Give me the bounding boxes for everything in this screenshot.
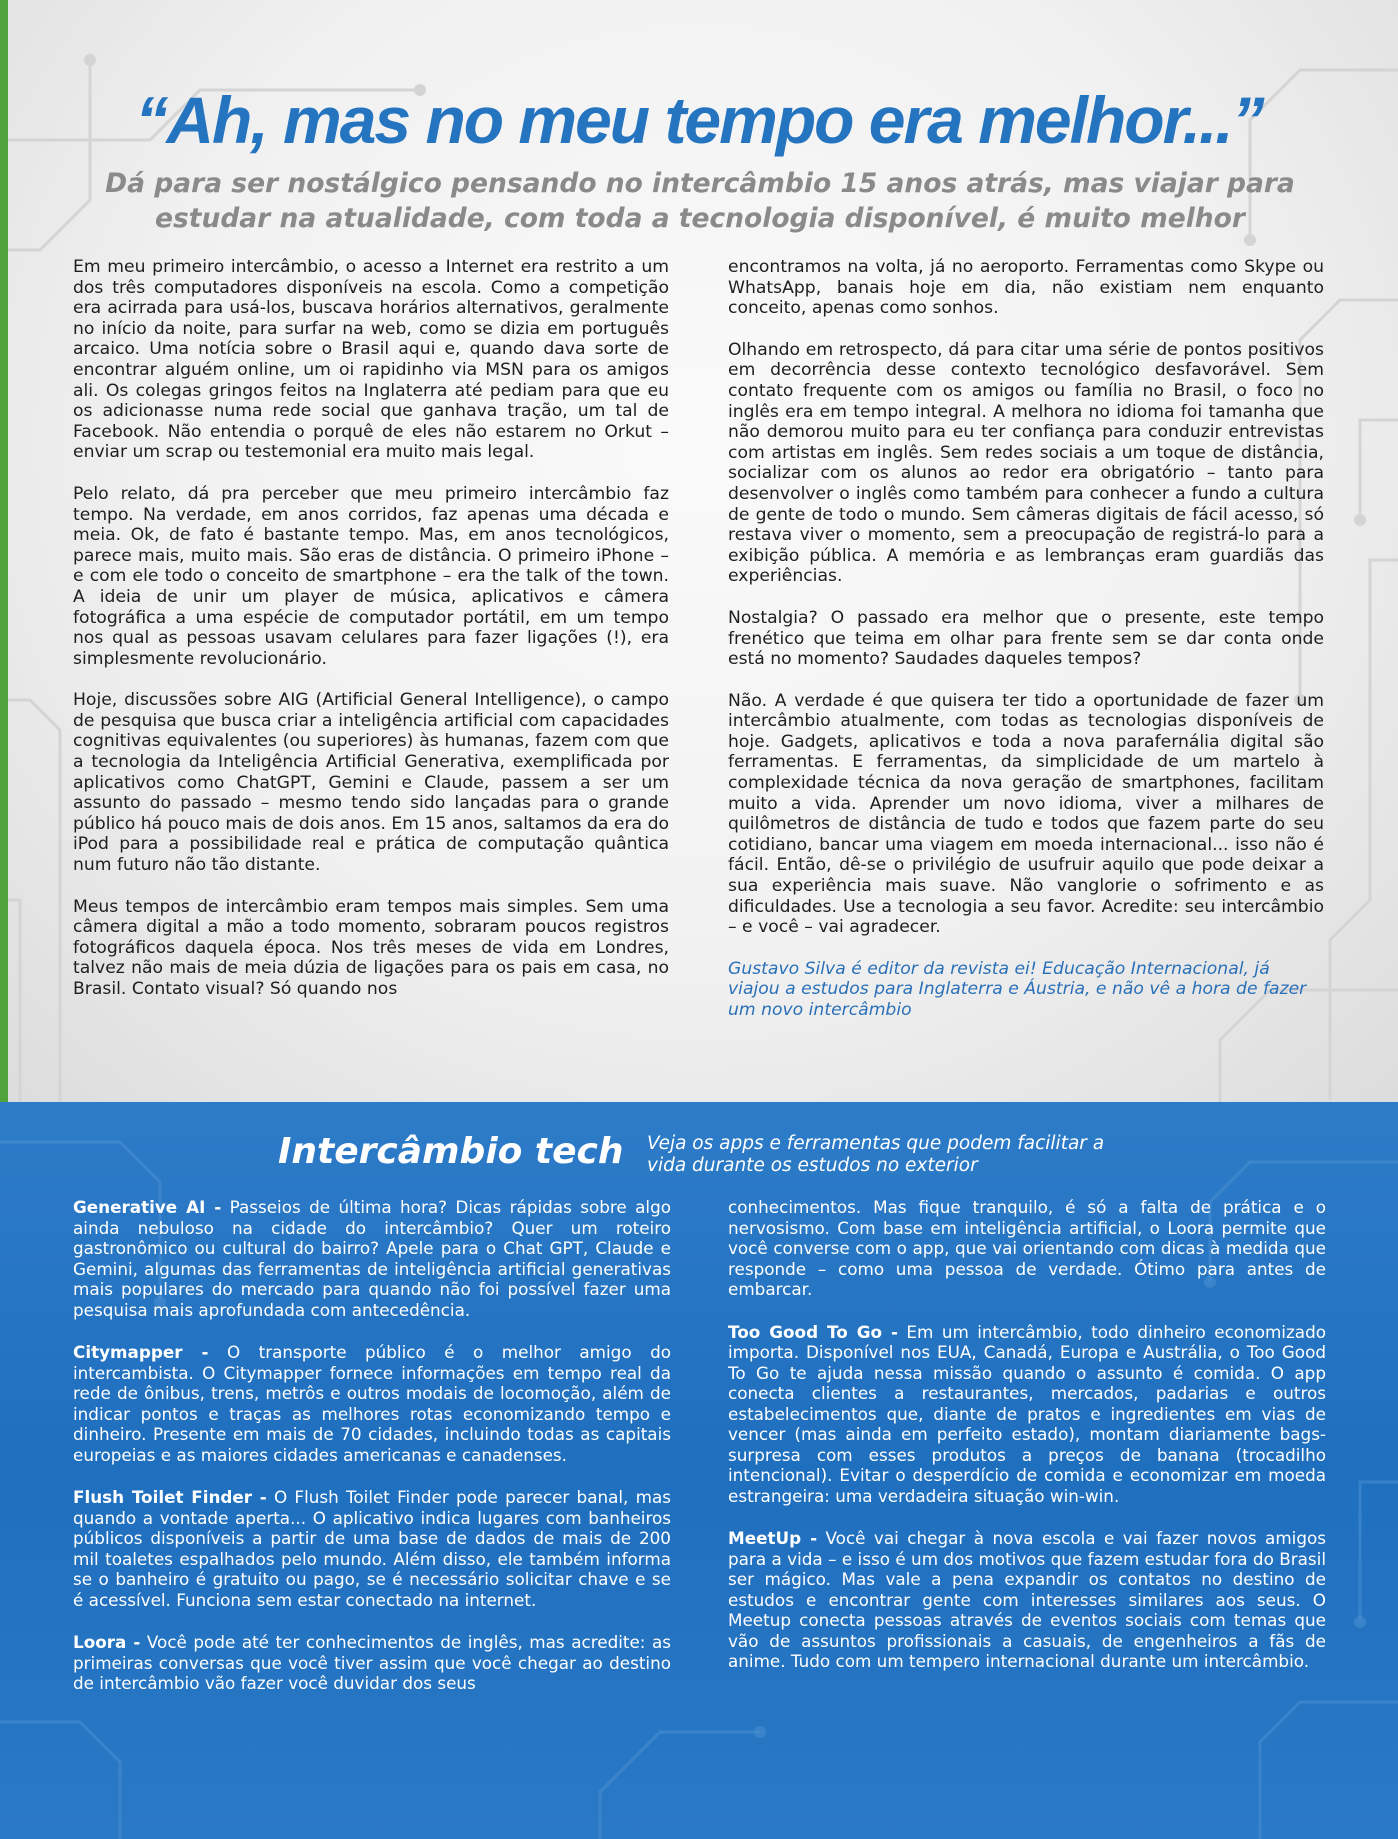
tech-column-right: [728, 1197, 1326, 1694]
tech-item: [73, 1632, 671, 1694]
tech-item: [73, 1487, 671, 1610]
article-paragraph: Em meu primeiro intercâmbio, o acesso a Internet era restrito a um dos três computadores disponíveis na escola. Como a competição era acirrada para usá-los, buscava horários alternativos, geralmente no início da noite, para surfar na web, como se dizia em português arcaico. Uma notícia sobre o Brasil aqui e, quando dava sorte de encontrar alguém online, um oi rapidinho via MSN para os amigos ali. Os colegas gringos feitos na Inglaterra até pediam para que eu os adicionasse numa rede social que ganhava tração, um tal de Facebook. Não entendia o porquê de eles não estarem no Orkut – enviar um scrap ou testemonial era muito mais legal.: [73, 257, 669, 463]
tech-item-name: Too Good To Go -: [728, 1321, 898, 1342]
article-subheadline: Dá para ser nostálgico pensando no intercâmbio 15 anos atrás, mas viajar para estudar na atualidade, com toda a tecnologia disponível, é muito melhor: [105, 168, 1295, 234]
article-paragraph: Não. A verdade é que quisera ter tido a oportunidade de fazer um intercâmbio atualmente, com todas as tecnologias disponíveis de hoje. Gadgets, aplicativos e toda a nova parafernália digital são ferramentas. E ferramentas, da simplicidade de um martelo à complexidade técnica da nova geração de smartphones, facilitam muito a vida. Aprender um novo idioma, viver a milhares de quilômetros de distância de tudo e todos que fazem parte do seu cotidiano, bancar uma viagem em moeda internacional... isso não é fácil. Então, dê-se o privilégio de usufruir aquilo que pode deixar a sua experiência mais suave. Não vanglorie o sofrimento e as dificuldades. Use a tecnologia a seu favor. Acredite: seu intercâmbio – e você – vai agradecer.: [728, 690, 1324, 938]
green-page-edge: [0, 0, 8, 1102]
tech-section-subtitle: Veja os apps e ferramentas que podem facilitar a vida durante os estudos no exterior: [647, 1133, 1105, 1176]
tech-item-text: Em um intercâmbio, todo dinheiro economizado importa. Disponível nos EUA, Canadá, Europa e Austrália, o Too Good To Go te ajuda nessa missão quando o assunto é comida. O app conecta clientes a restaurantes, mercados, padarias e outros estabelecimentos que, diante de pratos e ingredientes em vias de vencer (mas ainda em perfeito estado), montam diariamente bags-surpresa com esses produtos a preços de banana (trocadilho intencional). Evitar o desperdício de comida e economizar em moeda estrangeira: uma verdadeira situação win-win.: [728, 1321, 1326, 1506]
tech-item: [73, 1342, 671, 1465]
tech-item-text: Você vai chegar à nova escola e vai fazer novos amigos para a vida – e isso é um dos motivos que fazem estudar fora do Brasil ser mágico. Mas vale a pena expandir os contatos no destino de estudos e encontrar gente com interesses similares aos seus. O Meetup conecta pessoas através de eventos sociais com temas que vão de assuntos profissionais a casuais, de engenheiros a fãs de anime. Tudo com um tempero internacional durante um intercâmbio.: [728, 1528, 1326, 1671]
tech-item-text: O transporte público é o melhor amigo do intercambista. O Citymapper fornece informações em tempo real da rede de ônibus, trens, metrôs e outros modais de locomoção, além de indicar pontos e traças as melhores rotas economizando tempo e dinheiro. Presente em mais de 70 cidades, incluindo todas as capitais europeias e as maiores cidades americanas e canadenses.: [73, 1342, 672, 1465]
tech-item-text: Você pode até ter conhecimentos de inglês, mas acredite: as primeiras conversas que você tiver assim que você chegar ao destino de intercâmbio vão fazer você duvidar dos seus: [73, 1632, 671, 1693]
article-paragraph: Olhando em retrospecto, dá para citar uma série de pontos positivos em decorrência desse contexto tecnológico desfavorável. Sem contato frequente com os amigos ou família no Brasil, o foco no inglês era em tempo integral. A melhora no idioma foi tamanha que não demorou muito para eu ter confiança para conduzir entrevistas com artistas em inglês. Sem redes sociais a um toque de distância, socializar com os alunos ao redor era obrigatório – tanto para desenvolver o inglês como também para conhecer a fundo a cultura de gente de todo o mundo. Sem câmeras digitais de fácil acesso, só restava viver o momento, sem a preocupação de registrá-lo para a exibição pública. A memória e as lembranças eram guardiãs das experiências.: [728, 339, 1324, 587]
article-column-right: [728, 257, 1324, 1042]
tech-item: [73, 1197, 671, 1320]
tech-item: [728, 1528, 1326, 1672]
tech-item: [728, 1197, 1326, 1300]
tech-item-name: MeetUp -: [728, 1528, 818, 1548]
article-column-left: [73, 257, 669, 1021]
article-headline: “Ah, mas no meu tempo era melhor...”: [135, 83, 1263, 157]
tech-item-name: Citymapper -: [73, 1342, 209, 1362]
tech-item-name: Generative AI -: [73, 1197, 222, 1217]
author-note: Gustavo Silva é editor da revista ei! Educação Internacional, já viajou a estudos para Inglaterra e Áustria, e não vê a hora de fazer um novo intercâmbio: [728, 958, 1307, 1020]
tech-item-name: Loora -: [73, 1632, 141, 1652]
article-paragraph: Meus tempos de intercâmbio eram tempos mais simples. Sem uma câmera digital a mão a todo momento, sobraram poucos registros fotográficos daquela época. Nos três meses de vida em Londres, talvez não mais de meia dúzia de ligações para os pais em casa, no Brasil. Contato visual? Só quando nos: [73, 896, 669, 999]
tech-item-text: conhecimentos. Mas fique tranquilo, é só a falta de prática e o nervosismo. Com base em inteligência artificial, o Loora permite que você converse com o app, que vai orientando com dicas à medida que responde – como uma pessoa de verdade. Ótimo para antes de embarcar.: [728, 1197, 1326, 1299]
article-paragraph: Nostalgia? O passado era melhor que o presente, este tempo frenético que teima em olhar para frente sem se dar conta onde está no momento? Saudades daqueles tempos?: [728, 607, 1324, 670]
tech-section-title: Intercâmbio tech: [278, 1131, 624, 1172]
tech-item-text: O Flush Toilet Finder pode parecer banal, mas quando a vontade aperta... O aplicativo indica lugares com banheiros públicos disponíveis a partir de uma base de dados de mais de 200 mil toaletes espalhados pelo mundo. Além disso, ele também informa se o banheiro é gratuito ou pago, se é necessário solicitar chave e se é acessível. Funciona sem estar conectado na internet.: [73, 1487, 671, 1610]
article-paragraph: Pelo relato, dá pra perceber que meu primeiro intercâmbio faz tempo. Na verdade, em anos corridos, faz apenas uma década e meia. Ok, de fato é bastante tempo. Mas, em anos tecnológicos, parece mais, muito mais. São eras de distância. O primeiro iPhone – e com ele todo o conceito de smartphone – era the talk of the town. A ideia de unir um player de música, aplicativos e câmera fotográfica a uma espécie de computador portátil, em um tempo nos qual as pessoas usavam celulares para fazer ligações (!), era simplesmente revolucionário.: [73, 483, 669, 669]
tech-item-name: Flush Toilet Finder -: [73, 1487, 267, 1507]
article-paragraph: encontramos na volta, já no aeroporto. Ferramentas como Skype ou WhatsApp, banais hoje em dia, não existiam nem enquanto conceito, apenas como sonhos.: [728, 257, 1324, 319]
tech-item: [728, 1322, 1326, 1507]
article-paragraph: Hoje, discussões sobre AIG (Artificial General Intelligence), o campo de pesquisa que busca criar a inteligência artificial com capacidades cognitivas equivalentes (ou superiores) às humanas, fazem com que a tecnologia da Inteligência Artificial Generativa, exemplificada por aplicativos como ChatGPT, Gemini e Claude, passem a ser um assunto do passado – mesmo tendo sido lançadas para o grande público há pouco mais de dois anos. Em 15 anos, saltamos da era do iPod para a possibilidade real e prática de computação quântica num futuro não tão distante.: [73, 690, 669, 876]
tech-column-left: [73, 1197, 671, 1716]
tech-item-text: Passeios de última hora? Dicas rápidas sobre algo ainda nebuloso na cidade do intercâmbio? Quer um roteiro gastronômico ou cultural do bairro? Apele para o Chat GPT, Claude e Gemini, algumas das ferramentas de inteligência artificial generativas mais populares do mercado para quando não foi possível fazer uma pesquisa mais aprofundada com antecedência.: [73, 1197, 672, 1320]
